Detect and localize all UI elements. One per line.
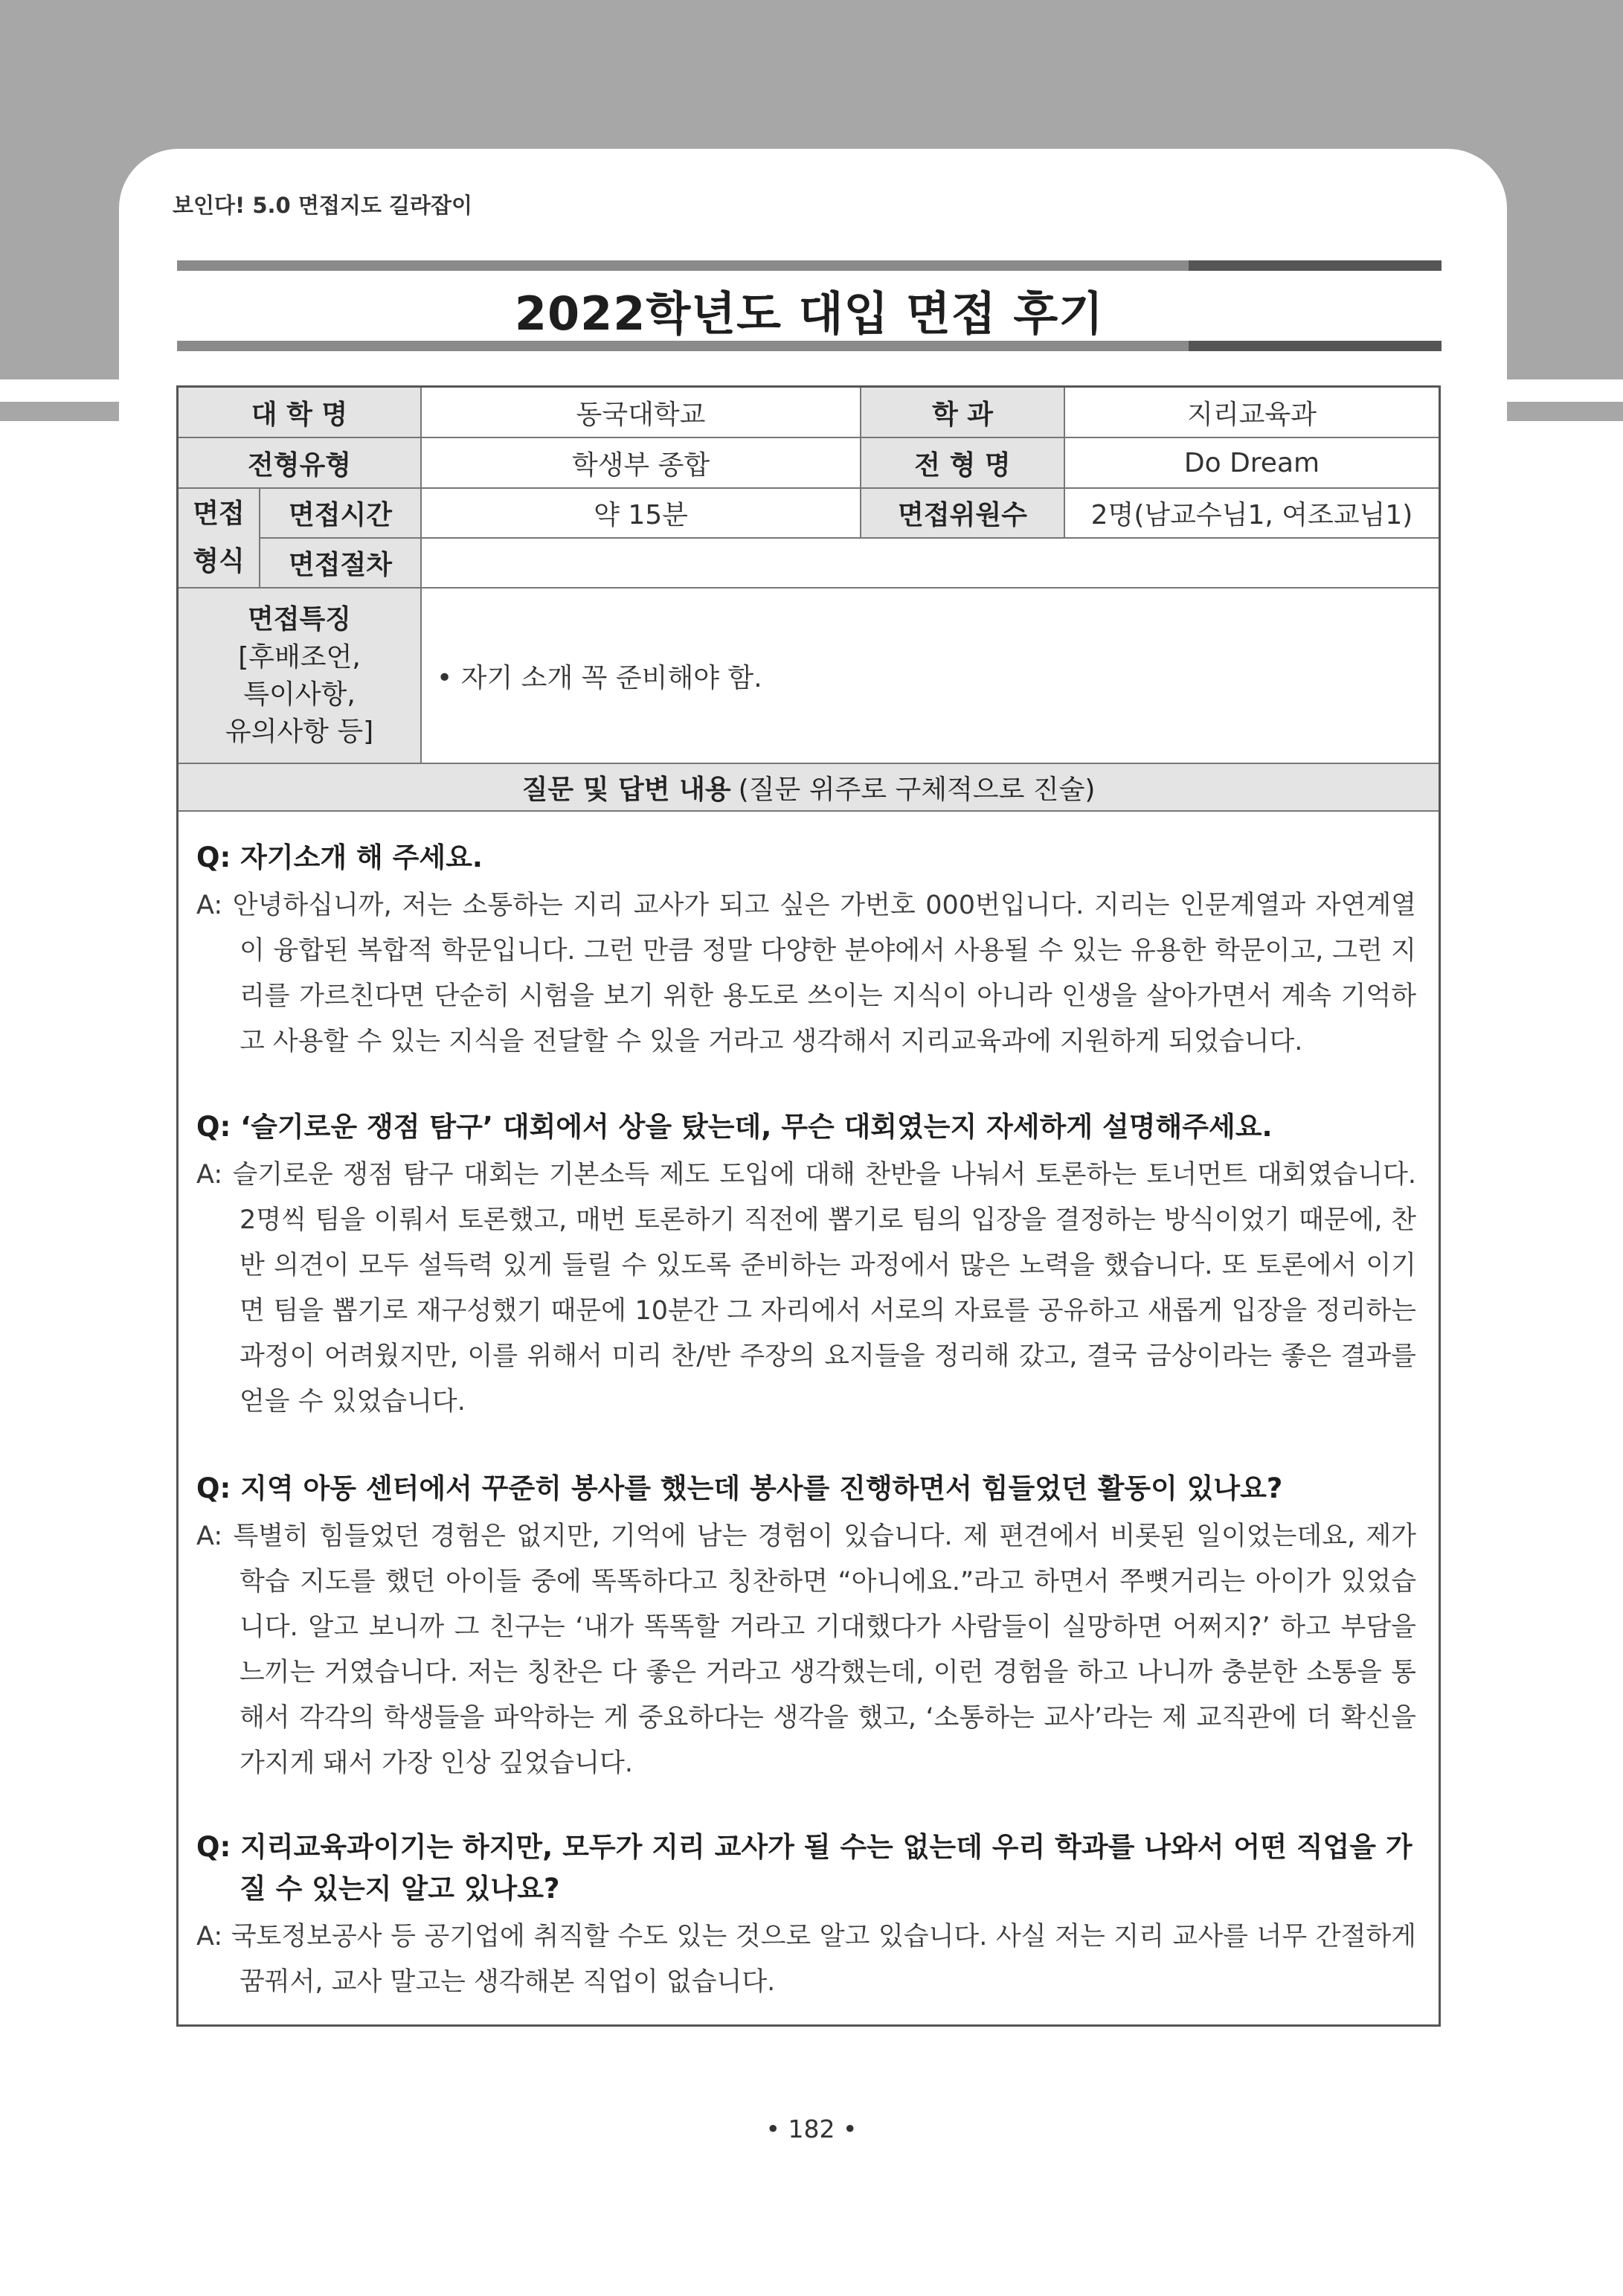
admission-type-label: 전형유형 bbox=[179, 438, 420, 487]
qa-section-note: (질문 위주로 구체적으로 진술) bbox=[738, 774, 1096, 805]
running-header: 보인다! 5.0 면접지도 길라잡이 bbox=[173, 193, 473, 218]
question: Q: 지역 아동 센터에서 꾸준히 봉사를 했는데 봉사를 진행하면서 힘들었던 활동이 있나요? bbox=[196, 1472, 1283, 1504]
row-divider bbox=[179, 587, 1439, 589]
answer: A: 슬기로운 쟁점 탐구 대회는 기본소득 제도 도입에 대해 찬반을 나눠서 토론하는 토너먼트 대회였습니다. 2명씩 팀을 이뤄서 토론했고, 매번 토론하기 직전에 뽑기로 팀의 입장을 결정하는 방식이었기 때문에, 찬반 의견이 모두 설득력 있게 들릴 수 있도록 준비하는 과정에서 많은 노력을 했습니다. 또 토론에서 이기면 팀을 뽑기로 재구성했기 때문에 10분간 그 자리에서 서로의 자료를 공유하고 새롭게 입장을 정리하는 과정이 어려웠지만, 이를 위해서 미리 찬/반 주장의 요지들을 정리해 갔고, 결국 금상이라는 좋은 결과를 얻을 수 있었습니다. bbox=[196, 1160, 1416, 1417]
row-divider bbox=[259, 537, 1439, 539]
row-divider bbox=[179, 437, 1439, 438]
interview-review-form bbox=[176, 385, 1441, 2027]
answer: A: 안녕하십니까, 저는 소통하는 지리 교사가 되고 싶은 가번호 000번입니다. 지리는 인문계열과 자연계열이 융합된 복합적 학문입니다. 그런 만큼 정말 다양한 분야에서 사용될 수 있는 유용한 학문이고, 그런 지리를 가르친다면 단순히 시험을 보기 위한 용도로 쓰이는 지식이 아니라 인생을 살아가면서 계속 기억하고 사용할 수 있는 지식을 전달할 수 있을 거라고 생각해서 지리교육과에 지원하게 되었습니다. bbox=[196, 891, 1416, 1056]
column-divider bbox=[259, 487, 260, 587]
interview-format-label: 면접 형식 bbox=[179, 489, 259, 587]
university-label: 대 학 명 bbox=[179, 388, 420, 437]
university-value: 동국대학교 bbox=[576, 399, 706, 430]
column-divider bbox=[1064, 388, 1065, 537]
features-label-main: 면접특징 bbox=[247, 604, 352, 635]
page-number: • 182 • bbox=[765, 2114, 858, 2143]
answer: A: 국토정보공사 등 공기업에 취직할 수도 있는 것으로 알고 있습니다. 사실 저는 지리 교사를 너무 간절하게 꿈꿔서, 교사 말고는 생각해본 직업이 없습니다. bbox=[196, 1922, 1416, 1997]
right-margin-bar bbox=[1507, 402, 1623, 421]
committee-count-label: 면접위원수 bbox=[861, 489, 1064, 537]
row-divider bbox=[179, 810, 1439, 812]
row-divider bbox=[179, 763, 1439, 764]
column-divider bbox=[860, 388, 861, 537]
document-title: 2022학년도 대입 면접 후기 bbox=[514, 286, 1105, 341]
column-divider bbox=[420, 388, 422, 763]
left-margin-bar bbox=[0, 402, 119, 421]
answer: A: 특별히 힘들었던 경험은 없지만, 기억에 남는 경험이 있습니다. 제 편견에서 비롯된 일이었는데요, 제가 학습 지도를 했던 아이들 중에 똑똑하다고 칭찬하면 “아니에요.”라고 하면서 쭈뼛거리는 아이가 있었습니다. 알고 보니까 그 친구는 ‘내가 똑똑할 거라고 기대했다가 사람들이 실망하면 어쩌지?’ 하고 부담을 느끼는 거였습니다. 저는 칭찬은 다 좋은 거라고 생각했는데, 이런 경험을 하고 나니까 충분한 소통을 통해서 각각의 학생들을 파악하는 게 중요하다는 생각을 했고, ‘소통하는 교사’라는 제 교직관에 더 확신을 가지게 돼서 가장 인상 깊었습니다. bbox=[196, 1521, 1416, 1778]
qa-item bbox=[196, 1827, 1416, 2005]
title-rule-top bbox=[177, 260, 1442, 271]
question: Q: 지리교육과이기는 하지만, 모두가 지리 교사가 될 수는 없는데 우리 학과를 나와서 어떤 직업을 가질 수 있는지 알고 있나요? bbox=[196, 1831, 1413, 1905]
admission-name-value: Do Dream bbox=[1183, 447, 1320, 478]
question: Q: ‘슬기로운 쟁점 탐구’ 대회에서 상을 탔는데, 무슨 대회였는지 자세하게 설명해주세요. bbox=[196, 1111, 1273, 1143]
interview-time-label: 면접시간 bbox=[260, 489, 420, 537]
department-value: 지리교육과 bbox=[1187, 399, 1317, 430]
qa-item bbox=[196, 1468, 1416, 1786]
interview-procedure-label: 면접절차 bbox=[260, 539, 420, 587]
qa-section-title: 질문 및 답변 내용 bbox=[521, 774, 731, 805]
interview-features-label bbox=[179, 589, 420, 763]
title-rule-bottom bbox=[177, 341, 1442, 351]
admission-name-label: 전 형 명 bbox=[861, 438, 1064, 487]
interview-procedure-value bbox=[422, 539, 1439, 587]
qa-item bbox=[196, 837, 1416, 1065]
row-divider bbox=[179, 487, 1439, 489]
qa-item bbox=[196, 1106, 1416, 1425]
interview-time-value: 약 15분 bbox=[594, 500, 688, 530]
features-label-sub: [후배조언, 특이사항, 유의사항 등] bbox=[225, 642, 374, 747]
department-label: 학 과 bbox=[861, 388, 1064, 437]
admission-type-value: 학생부 종합 bbox=[571, 449, 710, 481]
qa-section-header bbox=[179, 764, 1439, 810]
committee-count-value: 2명(남교수님1, 여조교님1) bbox=[1090, 500, 1413, 530]
interview-features-value: • 자기 소개 꼭 준비해야 함. bbox=[437, 662, 762, 693]
question: Q: 자기소개 해 주세요. bbox=[196, 841, 483, 873]
